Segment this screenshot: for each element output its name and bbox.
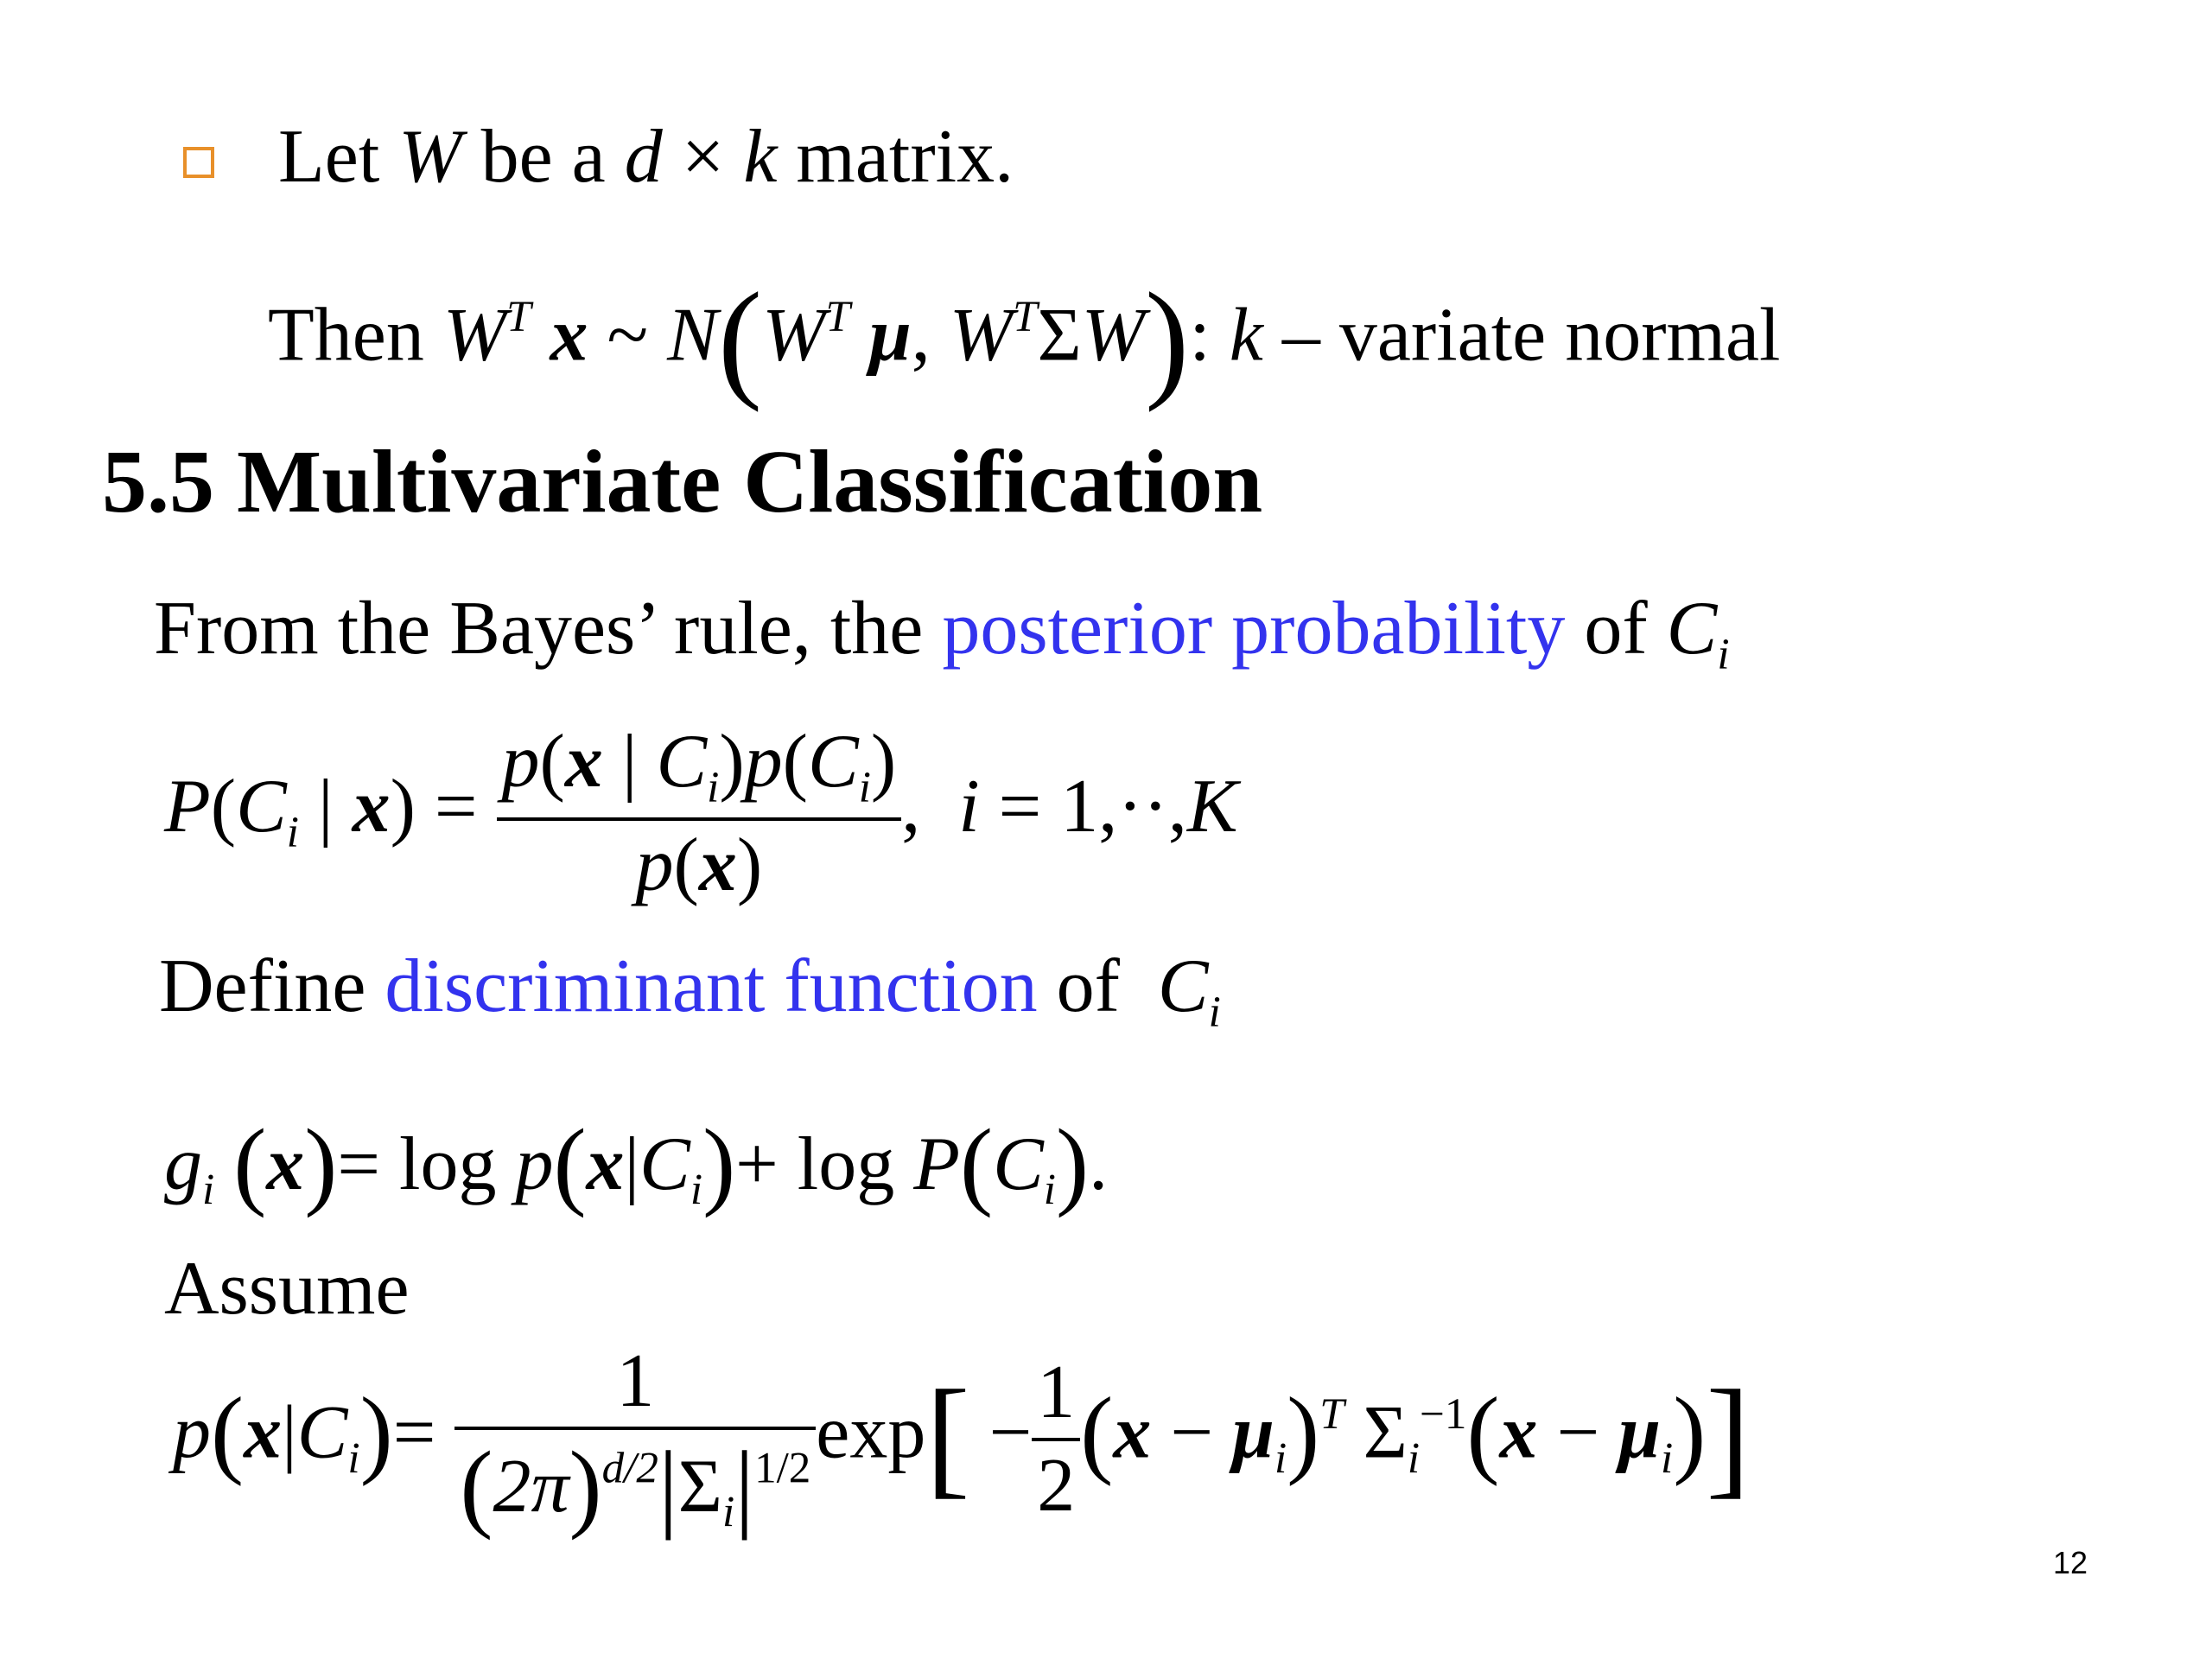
abs-bar-left: | [658,1431,678,1541]
of-word: of [1584,587,1648,671]
paren-open: ( [233,1109,267,1218]
subscript-i: i [286,809,299,858]
two-pi: 2π [493,1444,569,1529]
fraction-bar [1032,1438,1080,1441]
w-symbol: W [1081,293,1146,378]
fraction-numerator: 1 [616,1339,655,1423]
capital-p: P [164,765,211,849]
let-word: Let [278,115,380,199]
x-vector: x [266,1122,305,1206]
half-exponent: 1/2 [754,1444,811,1493]
paren-open: ( [211,1376,245,1487]
half-fraction [1032,1351,1080,1529]
fraction-numerator: 1 [1037,1351,1076,1435]
posterior-fraction [497,720,902,907]
k-symbol: k [1229,293,1263,378]
class-c: C [236,765,287,849]
mu-vector: μ [1232,1390,1274,1475]
dim-d: d [624,115,663,199]
class-c: C [296,1390,348,1475]
equals: = [392,1390,436,1475]
bullet-square-icon [183,147,214,178]
p-symbol: p [173,1390,211,1475]
capital-k: K [1186,765,1238,849]
discriminant-function-highlight: discriminant function [385,944,1038,1028]
x-vector: x [564,720,603,804]
fraction-bar [454,1427,816,1430]
class-c: C [639,1122,690,1206]
inverse-exponent: −1 [1420,1390,1467,1440]
paren-open: ( [1466,1376,1500,1487]
posterior-probability-highlight: posterior probability [942,587,1566,671]
fraction-bar [497,817,902,821]
bullet-line-1 [278,115,1014,199]
minus-sign: − [988,1390,1033,1475]
then-word: Then [268,293,424,378]
paren-close: ) [569,1431,602,1541]
paren-open: ( [210,765,237,849]
matrix-symbol-w: W [398,115,462,199]
sigma-symbol: Σ [1037,293,1082,378]
d-half-exponent: d/2 [601,1444,658,1493]
fraction-denominator [631,823,768,907]
subscript-i: i [721,1488,735,1537]
discriminant-formula [164,1109,1109,1218]
minus-sign: − [1170,1390,1214,1475]
paren-close: ) [1673,1376,1707,1487]
paren-close: ) [1145,266,1190,413]
normal-n: N [667,293,718,378]
paren-open: ( [1080,1376,1114,1487]
sigma-symbol: Σ [1363,1390,1408,1475]
page-number: 12 [2053,1545,2088,1580]
posterior-formula [164,720,1238,907]
comma: , [911,293,931,378]
subscript-i: i [1274,1434,1287,1484]
class-c: C [993,1122,1044,1206]
section-heading: 5.5 Multivariate Classification [102,432,1263,531]
fraction-numerator [497,720,902,812]
subscript-i: i [707,763,720,812]
given-bar: | [624,1122,640,1206]
then-line [268,266,1781,413]
given-bar: | [621,720,638,804]
equals-log: = log [337,1122,497,1206]
abs-bar-right: | [734,1431,755,1541]
given-bar: | [282,1390,297,1475]
paren-close: ) [1055,1109,1090,1218]
define-line [159,944,1221,1037]
exp-function: exp [816,1390,926,1475]
x-vector: x [352,765,391,849]
minus-sign: − [1556,1390,1600,1475]
paren-open: ( [460,1431,493,1541]
subscript-i: i [1717,630,1730,679]
index-i: i [958,765,980,849]
p-symbol: p [635,823,674,907]
paren-close: ) [304,1109,338,1218]
colon: : [1189,293,1211,378]
paren-open: ( [960,1109,994,1218]
g-symbol: g [164,1122,202,1206]
fraction-denominator [454,1431,816,1541]
class-c: C [656,720,708,804]
index-range: = 1,··, [998,765,1187,849]
x-vector: x [550,293,588,378]
bracket-close: ] [1706,1363,1751,1511]
subscript-i: i [347,1434,360,1484]
normalizer-fraction [454,1339,816,1541]
comma: , [901,765,921,849]
subscript-i: i [1208,988,1221,1037]
transpose-sup: T [825,293,850,342]
p-symbol: p [501,720,540,804]
paren-close: ) [359,1376,393,1487]
tilde-symbol: ~ [607,293,649,378]
subscript-i: i [1407,1434,1421,1484]
times-symbol: × [681,115,725,199]
class-c: C [807,720,859,804]
paren-close: ) [719,720,745,804]
density-formula [173,1339,1751,1541]
transpose-sup: T [506,293,531,342]
subscript-i: i [1043,1166,1056,1215]
p-symbol: p [744,720,783,804]
subscript-i: i [690,1166,703,1215]
mu-vector: μ [868,293,912,378]
subscript-i: i [858,763,871,812]
paren-open: ( [539,720,565,804]
be-a-text: be a [480,115,606,199]
variate-normal-text: – variate normal [1281,293,1781,378]
x-vector: x [1113,1390,1152,1475]
transpose-sup: T [1319,1390,1344,1440]
paren-close: ) [702,1109,736,1218]
paren-open: ( [717,266,763,413]
w-symbol: W [442,293,507,378]
paren-close-equals: ) = [390,765,478,849]
sigma-symbol: Σ [677,1444,722,1529]
fraction-denominator: 2 [1037,1444,1076,1529]
dim-k: k [743,115,778,199]
given-bar: | [317,765,334,849]
paren-open: ( [782,720,808,804]
subscript-i: i [1661,1434,1674,1484]
paren-open: ( [553,1109,587,1218]
transpose-sup: T [1013,293,1038,342]
period: . [1089,1122,1109,1206]
x-vector: x [1499,1390,1538,1475]
class-c: C [1157,944,1209,1028]
class-c: C [1666,587,1718,671]
paren-open: ( [673,823,699,907]
bayes-prefix: From the Bayes’ rule, the [154,587,924,671]
w-symbol: W [762,293,826,378]
x-vector: x [698,823,737,907]
assume-label: Assume [164,1247,410,1331]
matrix-word: matrix. [796,115,1014,199]
of-word: of [1056,944,1120,1028]
w-symbol: W [949,293,1014,378]
capital-p: P [913,1122,960,1206]
x-vector: x [586,1122,625,1206]
bayes-line [154,587,1730,679]
define-word: Define [159,944,366,1028]
plus-log: + log [735,1122,895,1206]
bracket-open: [ [925,1363,970,1511]
paren-close: ) [1287,1376,1320,1487]
paren-close: ) [870,720,897,804]
subscript-i: i [202,1166,215,1215]
paren-close: ) [736,823,763,907]
mu-vector: μ [1618,1390,1662,1475]
p-symbol: p [515,1122,554,1206]
x-vector: x [244,1390,283,1475]
